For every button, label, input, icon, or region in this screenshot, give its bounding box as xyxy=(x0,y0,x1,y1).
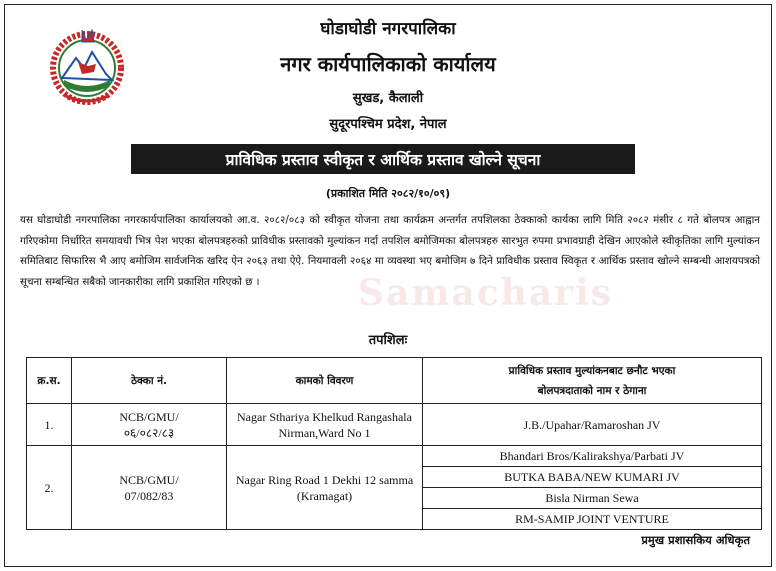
contract-no-line1: NCB/GMU/ xyxy=(119,472,179,487)
watermark-logo: Samacharis xyxy=(358,272,614,314)
municipality-name: घोडाघोडी नगरपालिका xyxy=(320,19,456,39)
table-title: तपशिलः xyxy=(368,333,408,348)
contract-no-line2: 07/082/83 xyxy=(124,488,174,503)
row-bidder: BUTKA BABA/NEW KUMARI JV xyxy=(423,467,762,488)
row-contract-no xyxy=(72,404,227,446)
row-bidder: J.B./Upahar/Ramaroshan JV xyxy=(423,404,762,446)
row-bidder: RM-SAMIP JOINT VENTURE xyxy=(423,509,762,530)
contract-no-line1: NCB/GMU/ xyxy=(119,409,179,424)
work-line1: Nagar Ring Road 1 Dekhi 12 samma xyxy=(235,472,414,487)
table-row xyxy=(27,446,762,467)
notice-title-banner xyxy=(131,144,635,174)
header-contract-no: ठेक्का नं. xyxy=(72,358,227,404)
work-line1: Nagar Sthariya Khelkud Rangashala xyxy=(237,409,412,424)
row-sn: 1. xyxy=(27,404,72,446)
row-work-description xyxy=(227,446,423,530)
header-work-description: कामको विवरण xyxy=(227,358,423,404)
row-bidder: Bhandari Bros/Kalirakshya/Parbati JV xyxy=(423,446,762,467)
signatory: प्रमुख प्रशासकिय अधिकृत xyxy=(641,533,750,547)
contract-no-line2: ०६/०८२/८३ xyxy=(123,425,175,440)
bid-table xyxy=(26,357,762,530)
header-bidder xyxy=(423,358,762,404)
work-line2: Nirman,Ward No 1 xyxy=(278,425,371,440)
header-bidder-line2: बोलपत्रदाताको नाम र ठेगाना xyxy=(537,384,647,397)
office-name: नगर कार्यपालिकाको कार्यालय xyxy=(280,52,496,76)
province-name: सुदूरपश्चिम प्रदेश, नेपाल xyxy=(329,117,447,132)
header-sn: क्र.स. xyxy=(27,358,72,404)
published-date: (प्रकाशित मिति २०८२/१०/०९) xyxy=(325,187,451,200)
row-bidder: Bisla Nirman Sewa xyxy=(423,488,762,509)
notice-body: यस घोडाघोडी नगरपालिका नगरकार्यपालिका कार्यालयको आ.व. २०८२/०८३ को स्वीकृत योजना तथा कार्यक्रम अन्तर्गत तपशिलका ठेक्काको कार्यका लागि मिति २०८२ मंसीर ८ गते बोलपत्र आह्वान गरिएकोमा निर्धारित समयावधी भित्र पेश भएका बोलपत्रहरुको प्राविधीक प्रस्तावको मुल्यांकन गर्दा तपशिल बमोजिमका बोलपत्रहरु सारभुत रुपमा प्रभावग्राही देखिन आएकोले स्वीकृतिका लागि मुल्यांकन समितिबाट सिफारिस भै आए बमोजिम सार्वजनिक खरिद ऐन २०६३ तथा ऐऐ. नियमावली २०६४ मा व्यवस्था भए बमोजिम ७ दिने प्राविधीक प्रस्ताव स्विकृत र आर्थिक प्रस्ताव खोल्ने सम्बन्धी आशयपत्रको सूचना सम्बन्धित सबैको जानकारीका लागि प्रकाशित गरिएको छ । xyxy=(20,214,760,288)
row-work-description xyxy=(227,404,423,446)
notice-title: प्राविधिक प्रस्ताव स्वीकृत र आर्थिक प्रस्ताव खोल्ने सूचना xyxy=(225,151,541,169)
header-bidder-line1: प्राविधिक प्रस्ताव मुल्यांकनबाट छनौट भएका xyxy=(508,364,676,377)
row-contract-no xyxy=(72,446,227,530)
table-row xyxy=(27,404,762,446)
row-sn: 2. xyxy=(27,446,72,530)
work-line2: (Kramagat) xyxy=(296,488,353,503)
table-header-row xyxy=(27,358,762,404)
office-location: सुखड, कैलाली xyxy=(352,91,424,106)
